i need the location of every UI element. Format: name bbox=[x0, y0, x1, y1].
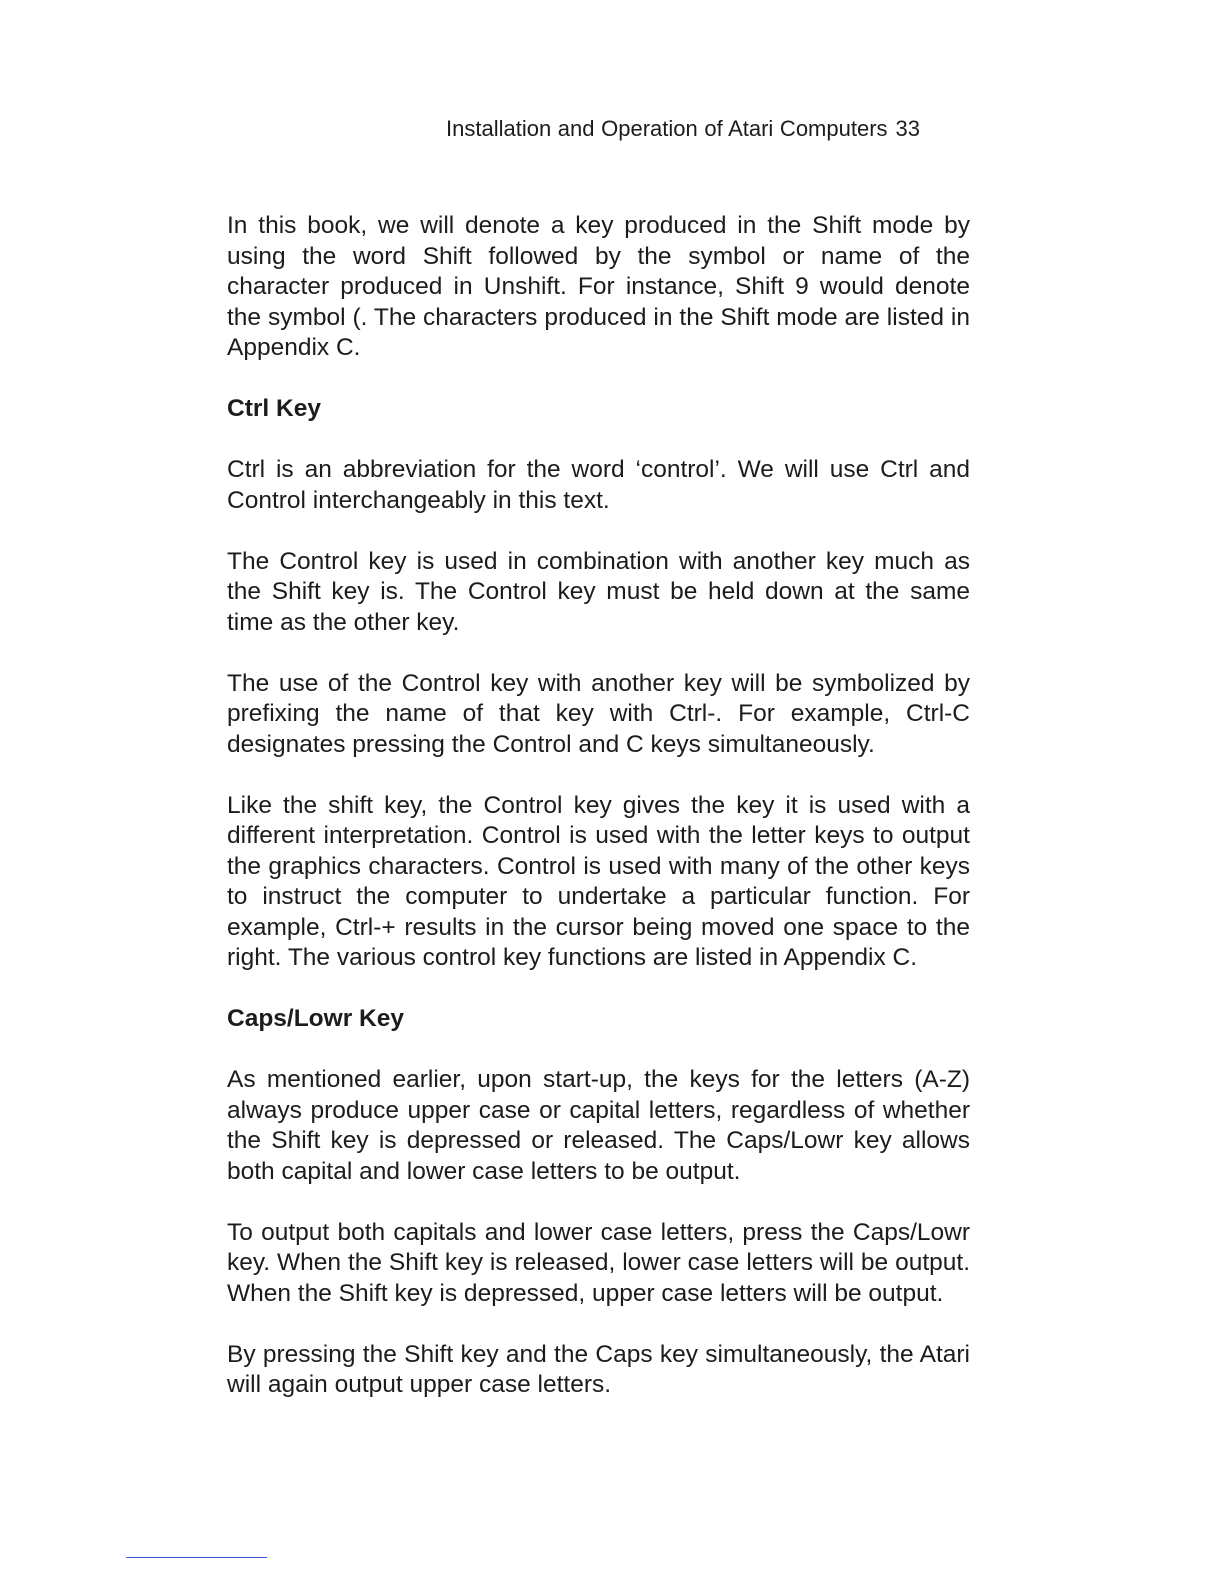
paragraph-caps-output: To output both capitals and lower case letters, press the Caps/Lowr key. When the Shift key is released, lower case letters will be output. When the Shift key is depressed, upper case letters will be output. bbox=[227, 1218, 970, 1307]
running-title: Installation and Operation of Atari Computers bbox=[446, 116, 888, 141]
footnote-rule bbox=[126, 1557, 267, 1558]
running-head bbox=[446, 114, 982, 144]
paragraph-control-notation: The use of the Control key with another key will be symbolized by prefixing the name of that key with Ctrl-. For example, Ctrl-C designates pressing the Control and C keys simultaneously. bbox=[227, 669, 970, 758]
paragraph-shift-notation: In this book, we will denote a key produced in the Shift mode by using the word Shift followed by the symbol or name of the character produced in Unshift. For instance, Shift 9 would denote the symbol (. The characters produced in the Shift mode are listed in Appendix C. bbox=[227, 212, 970, 361]
section-heading-caps-lowr-key: Caps/Lowr Key bbox=[227, 1005, 404, 1032]
section-heading-ctrl-key: Ctrl Key bbox=[227, 395, 321, 422]
paragraph-caps-startup: As mentioned earlier, upon start-up, the keys for the letters (A-Z) always produce upper case or capital letters, regardless of whether the Shift key is depressed or released. The Caps/Lowr key allows both capital and lower case letters to be output. bbox=[227, 1066, 970, 1185]
paragraph-ctrl-abbreviation: Ctrl is an abbreviation for the word ‘control’. We will use Ctrl and Control interchangeably in this text. bbox=[227, 456, 970, 514]
page-body bbox=[227, 211, 970, 1401]
page-number: 33 bbox=[895, 116, 921, 141]
paragraph-control-usage: The Control key is used in combination with another key much as the Shift key is. The Control key must be held down at the same time as the other key. bbox=[227, 547, 970, 636]
paragraph-control-functions: Like the shift key, the Control key gives the key it is used with a different interpretation. Control is used with the letter keys to output the graphics characters. Control is used with many of the other keys to instruct the computer to undertake a particular function. For example, Ctrl-+ results in the cursor being moved one space to the right. The various control key functions are listed in Appendix C. bbox=[227, 791, 970, 971]
paragraph-caps-shift-combo: By pressing the Shift key and the Caps key simultaneously, the Atari will again output upper case letters. bbox=[227, 1340, 970, 1398]
